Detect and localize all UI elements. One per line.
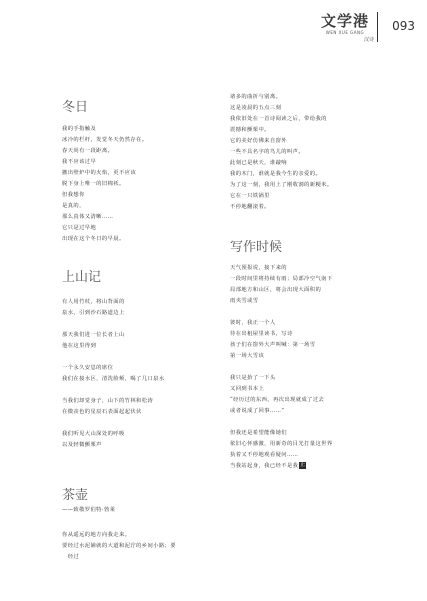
poem-line: 要经过水泥铺就的大道和泥泞的乡间小路；要: [62, 543, 176, 549]
poem-body-writing-time: [230, 263, 333, 472]
poem-line: 当我站起身，我已经不是我 止: [230, 462, 306, 469]
poem-line: 出现在这个冬日的早晨。: [62, 236, 125, 242]
poem-line: 或者说成了回事……”: [230, 408, 285, 414]
stanza-gap: [62, 418, 165, 429]
end-of-article-icon: 止: [300, 462, 306, 468]
poem-title-mountain: 上山记: [62, 270, 102, 285]
section-label: 汉诗: [363, 37, 374, 43]
poem-body-teapot-continued: [230, 92, 333, 213]
poem-line: 是真的，: [62, 203, 85, 209]
poem-title-writing-time: 写作时候: [230, 240, 283, 255]
poem-line: “经历过的东西，再次出现就成了过去: [230, 397, 325, 403]
poem-line: 那天我们进一位长者上山: [62, 332, 125, 338]
poem-line: 春天尚有一段距离。: [62, 148, 114, 154]
stanza-gap: [62, 319, 165, 330]
poem-line: 有人用竹杖，将山背面的: [62, 299, 125, 305]
stanza-gap: [230, 307, 333, 318]
poem-line: 天气预报说，接下来的: [230, 265, 287, 271]
logo-chinese: 文学港: [320, 12, 369, 30]
page-number: 093: [392, 19, 415, 33]
stanza-gap: [230, 362, 333, 373]
poem-line: 他在这里得到: [62, 343, 97, 349]
poem-line: 在微丧色的星辰石表面起起伏伏: [62, 409, 142, 415]
poem-line: 我不应该过早: [62, 159, 97, 165]
poem-line: 彼时，我正一个人: [230, 320, 276, 326]
stanza-gap: [62, 352, 165, 363]
poem-line: 当我们却觉身子，山下的竹林和松涛: [62, 398, 154, 404]
poem-line: 依旧心怀感激，用新奇的目光打量这世界: [230, 441, 333, 447]
poem-line: 它在一只铁锅里: [230, 193, 270, 199]
poem-line: 那么真体又清晰……: [62, 214, 114, 220]
poem-body-mountain: [62, 297, 165, 451]
stanza-gap: [230, 417, 333, 428]
poem-line: 诸多的曲折与别离。: [230, 94, 282, 100]
poem-line: 以及轻微颤栗声: [62, 442, 102, 448]
end-mark-wrapper: [298, 463, 306, 469]
poem-line: 震撼和颤栗中。: [230, 127, 270, 133]
poem-line: 我的手指触及: [62, 126, 97, 132]
poem-line: 你从遥远的地方向我走来。: [62, 532, 131, 538]
poem-line: 脱下身上唯一的旧棉袄。: [62, 181, 125, 187]
poem-body-winter-day: [62, 124, 147, 245]
poem-line: 执着又不停地观看疑问……: [230, 452, 299, 458]
poem-line: 泉水，引到沙石路道边上: [62, 310, 125, 316]
poem-line: 我的木门，谁就是我今生的亲爱的。: [230, 171, 322, 177]
poem-line: 孩子们在窗外大声叫喊：第一场雪: [230, 342, 316, 348]
poem-byline-teapot: ——致敬罗伯特·勃莱: [62, 507, 116, 513]
poem-line: 这是凌晨的五点三刻: [230, 105, 282, 111]
poem-line: 局部地方和山区，将会出现大面积的: [230, 287, 322, 293]
poem-line: 但我想你: [62, 192, 85, 198]
poem-line: 撤出壁炉中的火焰，更不应该: [62, 170, 137, 176]
poem-line: 又回到书本上: [230, 386, 265, 392]
poem-line: 为了这一刻，我用上了刚收割的新粳米。: [230, 182, 333, 188]
poem-line: 它只是过早地: [62, 225, 97, 231]
poem-title-teapot: 茶壶: [62, 488, 89, 503]
poem-line: 我依旧处在一首诗阅读之后，带给我的: [230, 116, 327, 122]
poem-line: 经过: [62, 554, 80, 560]
poem-body-teapot: [62, 530, 176, 563]
poem-title-winter-day: 冬日: [62, 100, 89, 115]
page-header: [295, 12, 415, 43]
poem-line: 我们在接水区，清洗脸颊，喝了几口泉水: [62, 376, 165, 382]
poem-line: 雨夹雪或雪: [230, 298, 259, 304]
poem-line: 我只是抬了一下头: [230, 375, 276, 381]
poem-line: 待在出租屋里读书，写诗: [230, 331, 293, 337]
stanza-gap: [62, 385, 165, 396]
poem-line: 我们听见大山深处的呼吸: [62, 431, 125, 437]
logo-english: WEN XUE GANG: [325, 30, 365, 35]
poem-line: 此刻已是秋天，谁敲响: [230, 160, 287, 166]
poem-line: 第一场大雪该: [230, 353, 265, 359]
poem-line: 但我还是希望能像她们: [230, 430, 287, 436]
poem-line: 一些不具名字的鸟儿的叫声。: [230, 149, 305, 155]
poem-line: 它的美好仿佛来自窗外: [230, 138, 287, 144]
poem-line: 一段时间里将持续有雨；局部冷空气南下: [230, 276, 333, 282]
magazine-logo: [315, 14, 375, 35]
header-divider: [377, 12, 378, 42]
poem-line: 不停地翻滚着。: [230, 204, 270, 210]
poem-line: 一个永久安息的席位: [62, 365, 114, 371]
poem-line: 冰冷的栏杆，发觉冬天仍然存在。: [62, 137, 148, 143]
